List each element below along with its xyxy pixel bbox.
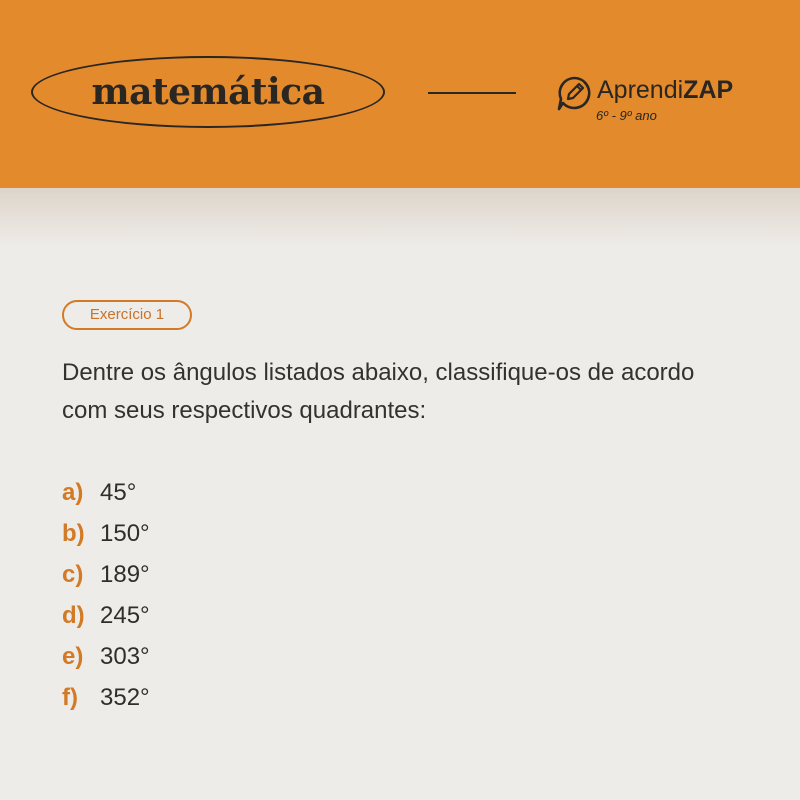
- option-letter: e): [62, 643, 84, 670]
- options-list: [62, 472, 150, 718]
- option-d: [62, 595, 150, 636]
- option-b: [62, 513, 150, 554]
- option-value: 150°: [100, 520, 150, 547]
- option-value: 245°: [100, 602, 150, 629]
- option-letter: f): [62, 684, 78, 711]
- brand-name-prefix: Aprendi: [597, 76, 684, 104]
- brand-grades: 6º - 9º ano: [596, 108, 657, 123]
- option-f: [62, 677, 150, 718]
- exercise-prompt: Dentre os ângulos listados abaixo, classifique-os de acordo com seus respectivos quadrantes:: [62, 359, 695, 424]
- option-letter: a): [62, 479, 84, 506]
- option-value: 189°: [100, 561, 150, 588]
- brand-name-suffix: ZAP: [683, 76, 734, 104]
- pencil-chat-bubble-icon: [556, 75, 592, 111]
- option-value: 303°: [100, 643, 150, 670]
- subject-title: matemática: [91, 71, 325, 113]
- option-value: 352°: [100, 684, 150, 711]
- option-letter: d): [62, 602, 85, 629]
- option-letter: b): [62, 520, 85, 547]
- option-value: 45°: [100, 479, 137, 506]
- option-c: [62, 554, 150, 595]
- option-a: [62, 472, 150, 513]
- brand-logo: [597, 76, 733, 105]
- exercise-badge: Exercício 1: [62, 300, 192, 330]
- header-divider: [428, 92, 516, 94]
- option-e: [62, 636, 150, 677]
- option-letter: c): [62, 561, 84, 588]
- header-shadow: [0, 188, 800, 248]
